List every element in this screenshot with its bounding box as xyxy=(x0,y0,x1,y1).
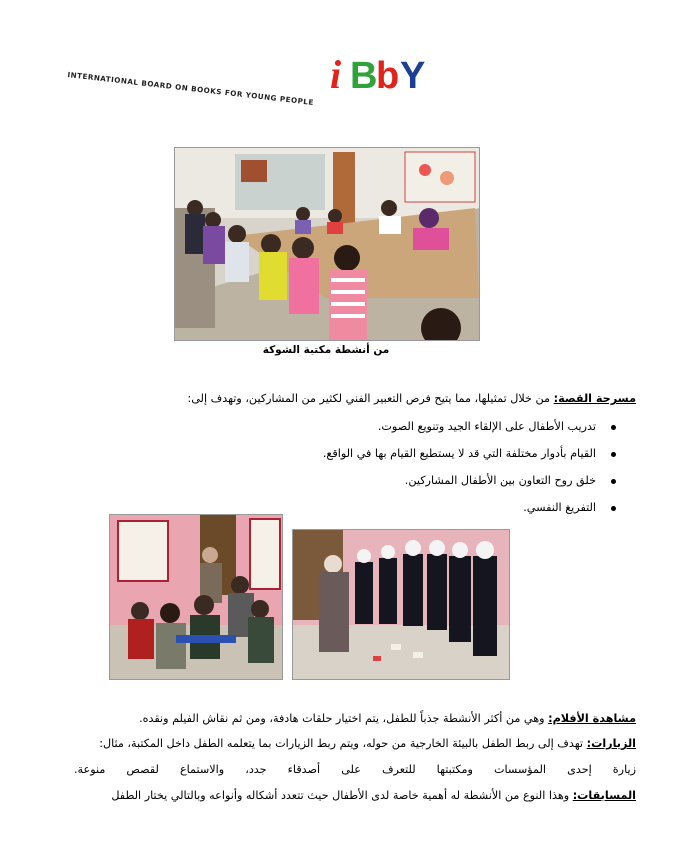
photo-women-activity xyxy=(292,529,510,680)
story-theater-goals xyxy=(96,420,616,528)
logo-letter-Y: Y xyxy=(400,55,426,96)
list-item: خلق روح التعاون بين الأطفال المشاركين. xyxy=(96,474,616,501)
visits-text-line2: زيارة إحدى المؤسسات ومكتبتها للتعرف على أصدقاء جدد، والاستماع لقصص منوعة. xyxy=(74,763,636,776)
photo-library-activity xyxy=(174,147,480,341)
contests-text: وهذا النوع من الأنشطة له أهمية خاصة لدى الأطفال حيث تتعدد أشكاله وأنواعه وبالتالي يختار الطفل xyxy=(111,789,573,802)
section-story-theater xyxy=(187,392,636,406)
term-story-theater: مسرحة القصة: xyxy=(553,392,636,405)
bullet-icon xyxy=(611,506,616,511)
term-films: مشاهدة الأفلام: xyxy=(548,712,636,725)
ibby-logo xyxy=(324,48,444,96)
header xyxy=(66,48,436,108)
list-item: تدريب الأطفال على الإلقاء الجيد وتنويع الصوت. xyxy=(96,420,616,447)
list-item: القيام بأدوار مختلفة التي قد لا يستطيع القيام بها في الواقع. xyxy=(96,447,616,474)
section-films xyxy=(139,712,636,726)
logo-letter-B: B xyxy=(350,55,378,96)
ibby-tagline: INTERNATIONAL BOARD ON BOOKS FOR YOUNG PEOPLE xyxy=(66,70,315,108)
films-text: وهي من أكثر الأنشطة جذباً للطفل، يتم اختيار حلقات هادفة، ومن ثم نقاش الفيلم ونقده. xyxy=(139,712,549,725)
photo-children-play xyxy=(109,514,283,680)
term-visits: الزيارات: xyxy=(586,737,636,750)
section-visits xyxy=(99,737,636,751)
section-contests xyxy=(111,789,636,803)
bullet-icon xyxy=(611,479,616,484)
visits-text-line1: تهدف إلى ربط الطفل بالبيئة الخارجية من حوله، ويتم ربط الزيارات بما يتعلمه الطفل داخل المكتبة، مثال: xyxy=(99,737,587,750)
logo-letter-b: b xyxy=(376,55,400,96)
bullet-icon xyxy=(611,425,616,430)
term-contests: المسابقات: xyxy=(572,789,636,802)
bullet-icon xyxy=(611,452,616,457)
logo-letter-i: i xyxy=(330,52,342,96)
list-item: التفريغ النفسي. xyxy=(96,501,616,528)
photo-caption: من أنشطة مكتبة الشوكة xyxy=(262,344,390,356)
story-theater-text: من خلال تمثيلها، مما يتيح فرص التعبير الفني لكثير من المشاركين، وتهدف إلى: xyxy=(187,392,554,405)
